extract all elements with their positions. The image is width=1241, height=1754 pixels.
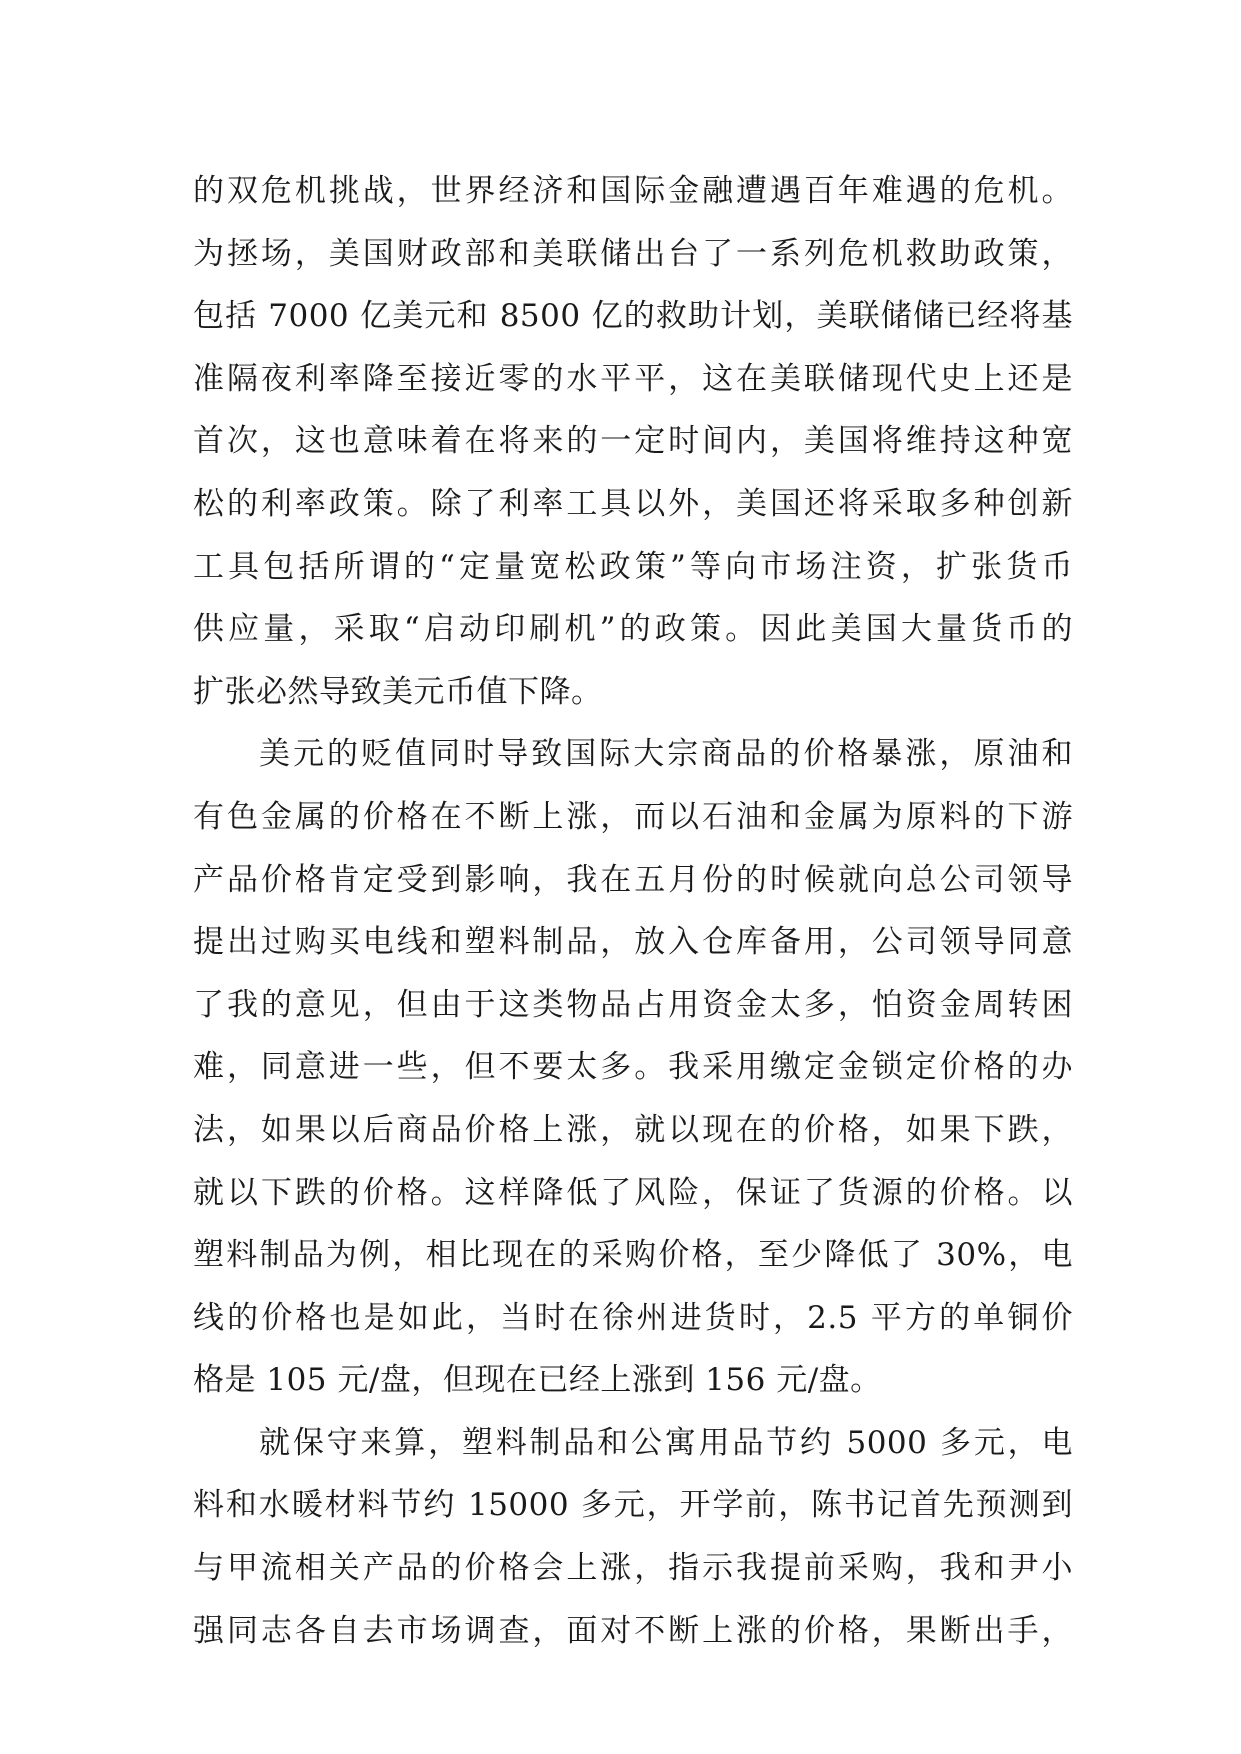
- text-line: 松的利率政策。除了利率工具以外，美国还将采取多种创新: [193, 485, 1073, 522]
- text-line: 塑料制品为例，相比现在的采购价格，至少降低了 30%，电: [193, 1237, 1073, 1274]
- text-line: 准隔夜利率降至接近零的水平平，这在美联储现代史上还是: [193, 360, 1073, 397]
- text-line: 提出过购买电线和塑料制品，放入仓库备用，公司领导同意: [193, 924, 1073, 961]
- text-line: 就以下跌的价格。这样降低了风险，保证了货源的价格。以: [193, 1174, 1073, 1211]
- text-line: 料和水暖材料节约 15000 多元，开学前，陈书记首先预测到: [193, 1487, 1073, 1524]
- body-text: [193, 160, 1073, 1662]
- text-line: 产品价格肯定受到影响，我在五月份的时候就向总公司领导: [193, 861, 1073, 898]
- text-line: 有色金属的价格在不断上涨，而以石油和金属为原料的下游: [193, 798, 1073, 835]
- text-line: 与甲流相关产品的价格会上涨，指示我提前采购，我和尹小: [193, 1550, 1073, 1587]
- paragraph-start-line: 美元的贬值同时导致国际大宗商品的价格暴涨，原油和: [259, 736, 1073, 773]
- text-line: 了我的意见，但由于这类物品占用资金太多，怕资金周转困: [193, 986, 1073, 1023]
- text-line: 为拯场，美国财政部和美联储出台了一系列危机救助政策，: [193, 235, 1073, 272]
- text-line: 首次，这也意味着在将来的一定时间内，美国将维持这种宽: [193, 423, 1073, 460]
- text-line: 强同志各自去市场调查，面对不断上涨的价格，果断出手，: [193, 1612, 1073, 1649]
- text-line: 扩张必然导致美元币值下降。: [193, 673, 603, 710]
- text-line: 线的价格也是如此，当时在徐州进货时，2.5 平方的单铜价: [193, 1299, 1073, 1336]
- text-line: 的双危机挑战，世界经济和国际金融遭遇百年难遇的危机。: [193, 173, 1073, 209]
- text-line: 法，如果以后商品价格上涨，就以现在的价格，如果下跌，: [193, 1111, 1073, 1148]
- text-line: 包括 7000 亿美元和 8500 亿的救助计划，美联储储已经将基: [193, 298, 1073, 335]
- text-line: 难，同意进一些，但不要太多。我采用缴定金锁定价格的办: [193, 1049, 1073, 1086]
- text-line: 工具包括所谓的“定量宽松政策”等向市场注资，扩张货币: [193, 548, 1073, 585]
- paragraph-start-line: 就保守来算，塑料制品和公寓用品节约 5000 多元，电: [259, 1424, 1073, 1461]
- text-line: 格是 105 元/盘，但现在已经上涨到 156 元/盘。: [193, 1362, 882, 1399]
- text-line: 供应量，采取“启动印刷机”的政策。因此美国大量货币的: [193, 611, 1073, 648]
